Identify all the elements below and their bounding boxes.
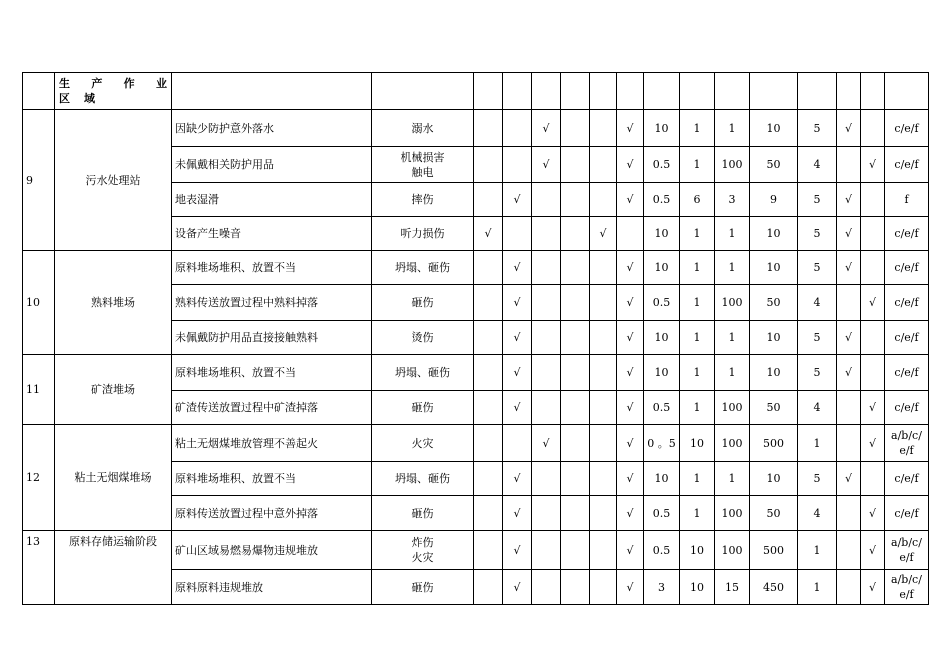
header-cell-area bbox=[55, 73, 172, 110]
mark-cell bbox=[837, 391, 861, 425]
header-area-line1 bbox=[59, 76, 167, 91]
table-row bbox=[23, 110, 929, 147]
check-cell bbox=[590, 531, 617, 570]
value-L: 10 bbox=[644, 462, 680, 496]
accident-cell: 溺水 bbox=[372, 110, 474, 147]
check-cell bbox=[590, 183, 617, 217]
value-E: 1 bbox=[680, 496, 715, 531]
mark-cell bbox=[837, 496, 861, 531]
value-D: 10 bbox=[750, 355, 798, 391]
check-cell bbox=[474, 183, 503, 217]
check-cell bbox=[590, 391, 617, 425]
value-C: 100 bbox=[715, 531, 750, 570]
check-cell bbox=[561, 391, 590, 425]
value-L: 0.5 bbox=[644, 531, 680, 570]
accident-cell: 坍塌、砸伤 bbox=[372, 251, 474, 285]
value-E: 10 bbox=[680, 425, 715, 462]
hazard-cell: 原料堆场堆积、放置不当 bbox=[172, 462, 372, 496]
mark-cell bbox=[837, 425, 861, 462]
value-D: 50 bbox=[750, 496, 798, 531]
check-cell: √ bbox=[503, 391, 532, 425]
value-E: 1 bbox=[680, 251, 715, 285]
check-cell: √ bbox=[474, 217, 503, 251]
check-cell bbox=[561, 147, 590, 183]
hazard-cell: 因缺少防护意外落水 bbox=[172, 110, 372, 147]
mark-cell: √ bbox=[861, 285, 885, 321]
check-cell bbox=[561, 355, 590, 391]
value-D: 10 bbox=[750, 251, 798, 285]
check-cell bbox=[590, 570, 617, 605]
check-cell bbox=[590, 496, 617, 531]
check-cell: √ bbox=[532, 147, 561, 183]
header-cell bbox=[474, 73, 503, 110]
group-area: 污水处理站 bbox=[55, 110, 172, 251]
mark-cell: √ bbox=[837, 217, 861, 251]
check-cell bbox=[561, 496, 590, 531]
table-row bbox=[23, 531, 929, 570]
check-cell bbox=[474, 496, 503, 531]
check-cell: √ bbox=[617, 462, 644, 496]
value-L: 0.5 bbox=[644, 147, 680, 183]
risk-level: 1 bbox=[798, 570, 837, 605]
value-C: 1 bbox=[715, 462, 750, 496]
check-cell bbox=[474, 570, 503, 605]
value-L: 0.5 bbox=[644, 496, 680, 531]
check-cell bbox=[590, 147, 617, 183]
header-cell bbox=[680, 73, 715, 110]
hazard-cell: 矿渣传送放置过程中矿渣掉落 bbox=[172, 391, 372, 425]
mark-cell: √ bbox=[837, 110, 861, 147]
check-cell: √ bbox=[503, 183, 532, 217]
value-D: 500 bbox=[750, 531, 798, 570]
value-C: 100 bbox=[715, 496, 750, 531]
header-cell-no bbox=[23, 73, 55, 110]
hazard-cell: 粘土无烟煤堆放管理不善起火 bbox=[172, 425, 372, 462]
mark-cell: √ bbox=[837, 321, 861, 355]
value-L: 10 bbox=[644, 321, 680, 355]
check-cell bbox=[590, 285, 617, 321]
hazard-cell: 原料堆场堆积、放置不当 bbox=[172, 251, 372, 285]
header-cell bbox=[750, 73, 798, 110]
value-L: 10 bbox=[644, 217, 680, 251]
check-cell: √ bbox=[590, 217, 617, 251]
value-C: 15 bbox=[715, 570, 750, 605]
check-cell bbox=[561, 425, 590, 462]
measure-code: a/b/c/ e/f bbox=[885, 570, 929, 605]
hazard-cell: 未佩戴相关防护用品 bbox=[172, 147, 372, 183]
check-cell bbox=[561, 110, 590, 147]
mark-cell: √ bbox=[861, 425, 885, 462]
check-cell bbox=[532, 183, 561, 217]
group-number: 10 bbox=[23, 251, 55, 355]
value-E: 1 bbox=[680, 110, 715, 147]
check-cell bbox=[503, 425, 532, 462]
measure-code: a/b/c/ e/f bbox=[885, 425, 929, 462]
hazard-cell: 矿山区域易燃易爆物违规堆放 bbox=[172, 531, 372, 570]
header-row bbox=[23, 73, 929, 110]
check-cell: √ bbox=[617, 285, 644, 321]
header-cell bbox=[503, 73, 532, 110]
measure-code: f bbox=[885, 183, 929, 217]
header-area-char: 业 bbox=[155, 77, 167, 90]
measure-code: c/e/f bbox=[885, 355, 929, 391]
check-cell: √ bbox=[617, 321, 644, 355]
accident-cell: 烫伤 bbox=[372, 321, 474, 355]
accident-cell: 机械损害 触电 bbox=[372, 147, 474, 183]
risk-level: 1 bbox=[798, 425, 837, 462]
hazard-cell: 地表湿滑 bbox=[172, 183, 372, 217]
accident-cell: 砸伤 bbox=[372, 391, 474, 425]
check-cell bbox=[474, 531, 503, 570]
measure-code: c/e/f bbox=[885, 251, 929, 285]
measure-code: c/e/f bbox=[885, 391, 929, 425]
check-cell bbox=[532, 496, 561, 531]
check-cell: √ bbox=[617, 391, 644, 425]
value-E: 1 bbox=[680, 355, 715, 391]
check-cell bbox=[590, 110, 617, 147]
value-C: 1 bbox=[715, 110, 750, 147]
table-row bbox=[23, 355, 929, 391]
header-cell bbox=[590, 73, 617, 110]
value-E: 1 bbox=[680, 147, 715, 183]
value-E: 10 bbox=[680, 570, 715, 605]
hazard-cell: 原料传送放置过程中意外掉落 bbox=[172, 496, 372, 531]
value-C: 100 bbox=[715, 147, 750, 183]
measure-code: c/e/f bbox=[885, 110, 929, 147]
check-cell: √ bbox=[617, 147, 644, 183]
risk-level: 4 bbox=[798, 391, 837, 425]
check-cell bbox=[474, 285, 503, 321]
check-cell bbox=[590, 462, 617, 496]
risk-level: 5 bbox=[798, 462, 837, 496]
value-E: 1 bbox=[680, 391, 715, 425]
risk-level: 4 bbox=[798, 147, 837, 183]
measure-code: c/e/f bbox=[885, 147, 929, 183]
value-C: 3 bbox=[715, 183, 750, 217]
check-cell: √ bbox=[503, 496, 532, 531]
table-body bbox=[23, 73, 929, 605]
value-E: 1 bbox=[680, 462, 715, 496]
mark-cell: √ bbox=[861, 391, 885, 425]
check-cell bbox=[532, 462, 561, 496]
measure-code: a/b/c/ e/f bbox=[885, 531, 929, 570]
check-cell: √ bbox=[503, 462, 532, 496]
check-cell bbox=[590, 321, 617, 355]
accident-cell: 砸伤 bbox=[372, 285, 474, 321]
check-cell bbox=[474, 355, 503, 391]
check-cell: √ bbox=[503, 531, 532, 570]
value-C: 100 bbox=[715, 425, 750, 462]
measure-code: c/e/f bbox=[885, 321, 929, 355]
table-row bbox=[23, 425, 929, 462]
check-cell: √ bbox=[617, 531, 644, 570]
risk-level: 5 bbox=[798, 251, 837, 285]
check-cell bbox=[474, 321, 503, 355]
value-D: 50 bbox=[750, 391, 798, 425]
header-area-char: 作 bbox=[123, 77, 135, 90]
value-L: 0.5 bbox=[644, 183, 680, 217]
check-cell bbox=[590, 251, 617, 285]
check-cell bbox=[532, 321, 561, 355]
check-cell: √ bbox=[617, 251, 644, 285]
hazard-cell: 原料原料违规堆放 bbox=[172, 570, 372, 605]
check-cell: √ bbox=[617, 425, 644, 462]
check-cell bbox=[474, 391, 503, 425]
value-C: 1 bbox=[715, 217, 750, 251]
value-L: 10 bbox=[644, 110, 680, 147]
mark-cell bbox=[861, 217, 885, 251]
risk-assessment-table bbox=[22, 72, 929, 605]
value-E: 1 bbox=[680, 321, 715, 355]
header-cell bbox=[798, 73, 837, 110]
value-L: 0.5 bbox=[644, 285, 680, 321]
mark-cell: √ bbox=[837, 355, 861, 391]
header-cell bbox=[885, 73, 929, 110]
mark-cell bbox=[861, 462, 885, 496]
check-cell: √ bbox=[617, 355, 644, 391]
value-C: 1 bbox=[715, 251, 750, 285]
check-cell: √ bbox=[617, 183, 644, 217]
risk-level: 5 bbox=[798, 110, 837, 147]
value-L: 0.5 bbox=[644, 391, 680, 425]
measure-code: c/e/f bbox=[885, 217, 929, 251]
accident-cell: 听力损伤 bbox=[372, 217, 474, 251]
check-cell: √ bbox=[503, 251, 532, 285]
check-cell bbox=[503, 110, 532, 147]
check-cell: √ bbox=[617, 110, 644, 147]
check-cell bbox=[532, 251, 561, 285]
check-cell bbox=[532, 391, 561, 425]
check-cell bbox=[474, 462, 503, 496]
mark-cell bbox=[861, 183, 885, 217]
header-area-char: 域 bbox=[84, 92, 95, 105]
check-cell bbox=[561, 183, 590, 217]
check-cell bbox=[561, 285, 590, 321]
header-area-char: 区 bbox=[59, 92, 70, 105]
check-cell: √ bbox=[503, 355, 532, 391]
check-cell: √ bbox=[617, 570, 644, 605]
risk-level: 5 bbox=[798, 183, 837, 217]
check-cell bbox=[532, 217, 561, 251]
measure-code: c/e/f bbox=[885, 285, 929, 321]
header-cell bbox=[644, 73, 680, 110]
group-number: 12 bbox=[23, 425, 55, 531]
mark-cell bbox=[861, 355, 885, 391]
mark-cell: √ bbox=[837, 462, 861, 496]
measure-code: c/e/f bbox=[885, 462, 929, 496]
value-L: 10 bbox=[644, 355, 680, 391]
check-cell: √ bbox=[532, 425, 561, 462]
risk-level: 5 bbox=[798, 355, 837, 391]
mark-cell: √ bbox=[861, 496, 885, 531]
mark-cell: √ bbox=[837, 183, 861, 217]
table-row bbox=[23, 251, 929, 285]
hazard-cell: 设备产生噪音 bbox=[172, 217, 372, 251]
accident-cell: 炸伤 火灾 bbox=[372, 531, 474, 570]
header-cell bbox=[837, 73, 861, 110]
accident-cell: 砸伤 bbox=[372, 570, 474, 605]
check-cell bbox=[561, 321, 590, 355]
check-cell bbox=[617, 217, 644, 251]
header-cell bbox=[561, 73, 590, 110]
value-D: 10 bbox=[750, 217, 798, 251]
value-C: 1 bbox=[715, 321, 750, 355]
mark-cell bbox=[861, 251, 885, 285]
value-L: 0 。5 bbox=[644, 425, 680, 462]
accident-cell: 火灾 bbox=[372, 425, 474, 462]
value-D: 10 bbox=[750, 110, 798, 147]
accident-cell: 摔伤 bbox=[372, 183, 474, 217]
value-D: 50 bbox=[750, 147, 798, 183]
value-D: 10 bbox=[750, 462, 798, 496]
check-cell bbox=[532, 570, 561, 605]
check-cell bbox=[561, 462, 590, 496]
value-D: 500 bbox=[750, 425, 798, 462]
check-cell: √ bbox=[617, 496, 644, 531]
value-E: 1 bbox=[680, 285, 715, 321]
header-cell bbox=[617, 73, 644, 110]
value-E: 1 bbox=[680, 217, 715, 251]
check-cell bbox=[561, 251, 590, 285]
mark-cell bbox=[861, 110, 885, 147]
value-L: 3 bbox=[644, 570, 680, 605]
value-E: 6 bbox=[680, 183, 715, 217]
check-cell bbox=[503, 217, 532, 251]
mark-cell bbox=[837, 531, 861, 570]
check-cell: √ bbox=[503, 570, 532, 605]
check-cell bbox=[561, 570, 590, 605]
check-cell bbox=[474, 110, 503, 147]
header-cell bbox=[532, 73, 561, 110]
check-cell: √ bbox=[503, 285, 532, 321]
group-number: 11 bbox=[23, 355, 55, 425]
group-number: 13 bbox=[23, 531, 55, 605]
group-area: 原料存储运输阶段 bbox=[55, 531, 172, 605]
check-cell bbox=[503, 147, 532, 183]
group-number: 9 bbox=[23, 110, 55, 251]
header-area-line2 bbox=[59, 91, 167, 106]
check-cell bbox=[561, 217, 590, 251]
hazard-cell: 原料堆场堆积、放置不当 bbox=[172, 355, 372, 391]
check-cell bbox=[532, 355, 561, 391]
mark-cell: √ bbox=[861, 531, 885, 570]
mark-cell: √ bbox=[861, 147, 885, 183]
header-area-char: 生 bbox=[59, 77, 70, 90]
value-L: 10 bbox=[644, 251, 680, 285]
accident-cell: 坍塌、砸伤 bbox=[372, 462, 474, 496]
check-cell bbox=[561, 531, 590, 570]
hazard-cell: 未佩戴防护用品直接接触熟料 bbox=[172, 321, 372, 355]
hazard-cell: 熟料传送放置过程中熟料掉落 bbox=[172, 285, 372, 321]
mark-cell: √ bbox=[837, 251, 861, 285]
check-cell: √ bbox=[532, 110, 561, 147]
mark-cell bbox=[837, 285, 861, 321]
value-C: 100 bbox=[715, 391, 750, 425]
value-D: 450 bbox=[750, 570, 798, 605]
mark-cell bbox=[837, 147, 861, 183]
accident-cell: 坍塌、砸伤 bbox=[372, 355, 474, 391]
value-E: 10 bbox=[680, 531, 715, 570]
header-area-char: 产 bbox=[91, 77, 103, 90]
value-C: 1 bbox=[715, 355, 750, 391]
check-cell bbox=[474, 147, 503, 183]
header-cell bbox=[861, 73, 885, 110]
value-C: 100 bbox=[715, 285, 750, 321]
measure-code: c/e/f bbox=[885, 496, 929, 531]
group-area: 矿渣堆场 bbox=[55, 355, 172, 425]
check-cell bbox=[532, 285, 561, 321]
value-D: 50 bbox=[750, 285, 798, 321]
check-cell bbox=[474, 425, 503, 462]
risk-level: 5 bbox=[798, 321, 837, 355]
header-cell-hazard bbox=[172, 73, 372, 110]
mark-cell bbox=[837, 570, 861, 605]
check-cell bbox=[532, 531, 561, 570]
check-cell bbox=[590, 425, 617, 462]
risk-level: 1 bbox=[798, 531, 837, 570]
header-cell bbox=[715, 73, 750, 110]
mark-cell bbox=[861, 321, 885, 355]
mark-cell: √ bbox=[861, 570, 885, 605]
risk-level: 4 bbox=[798, 285, 837, 321]
group-area: 粘土无烟煤堆场 bbox=[55, 425, 172, 531]
header-cell-accident bbox=[372, 73, 474, 110]
check-cell bbox=[474, 251, 503, 285]
accident-cell: 砸伤 bbox=[372, 496, 474, 531]
value-D: 10 bbox=[750, 321, 798, 355]
value-D: 9 bbox=[750, 183, 798, 217]
risk-level: 4 bbox=[798, 496, 837, 531]
group-area: 熟料堆场 bbox=[55, 251, 172, 355]
risk-level: 5 bbox=[798, 217, 837, 251]
check-cell bbox=[590, 355, 617, 391]
check-cell: √ bbox=[503, 321, 532, 355]
